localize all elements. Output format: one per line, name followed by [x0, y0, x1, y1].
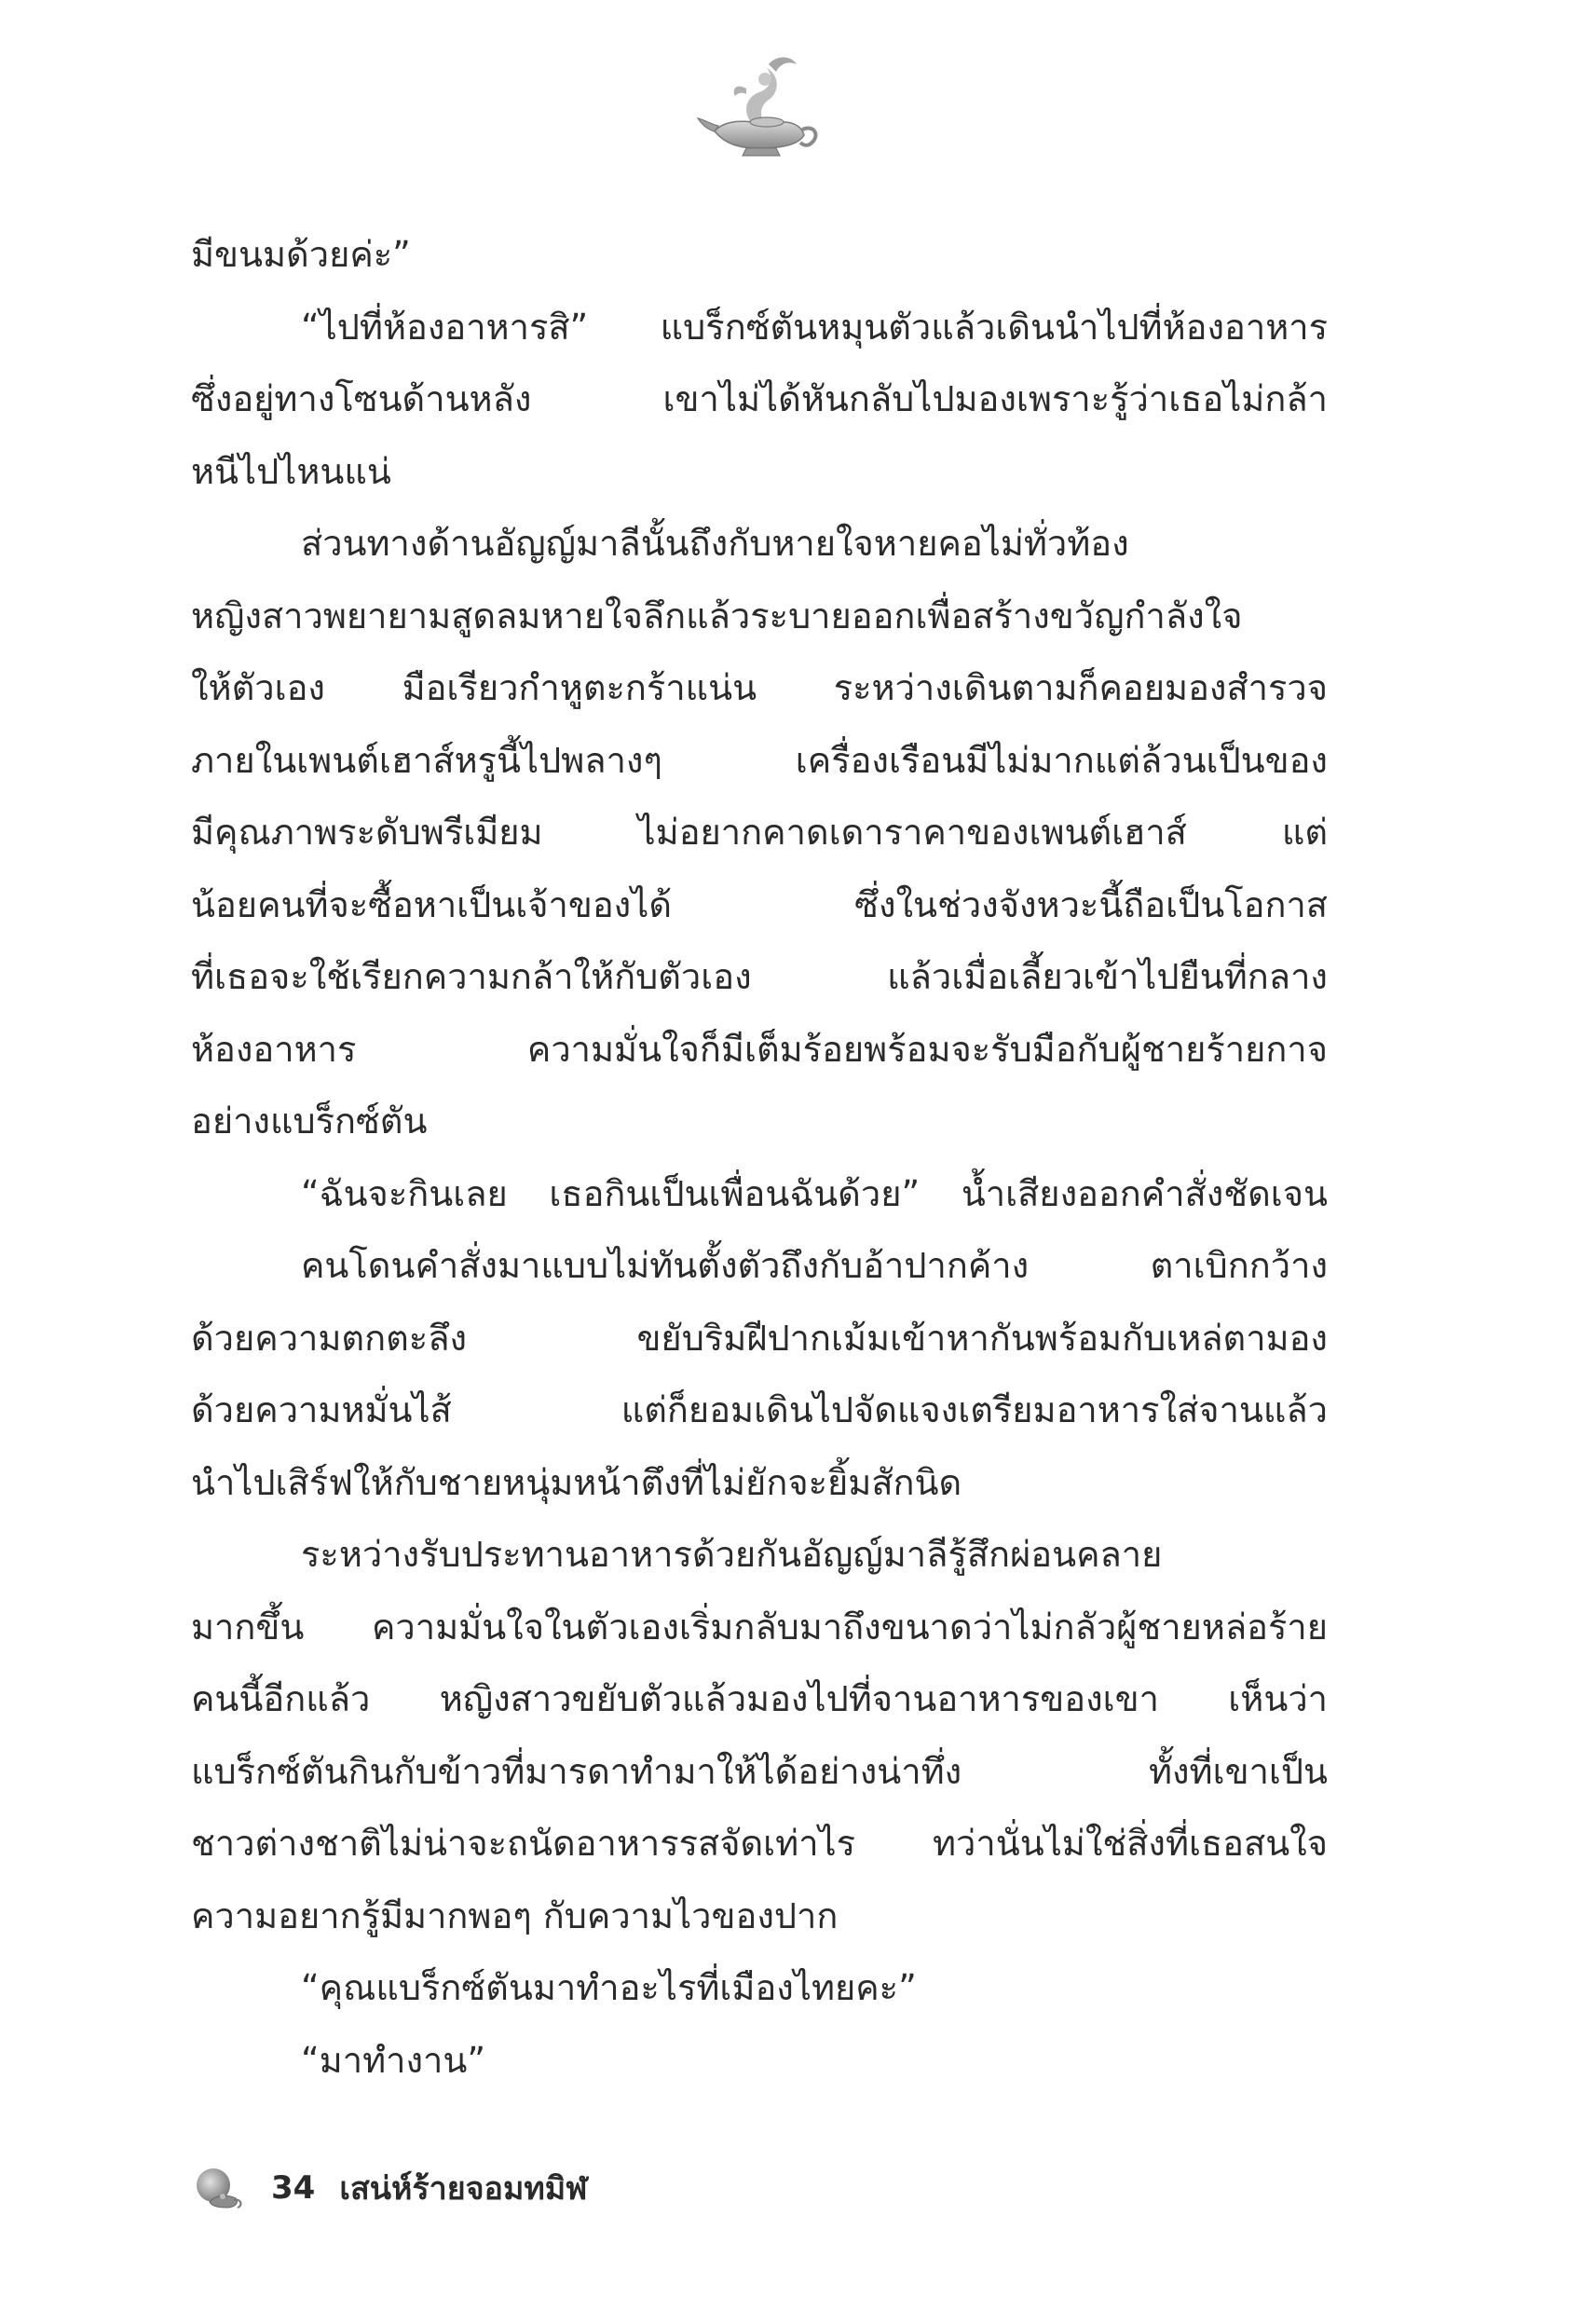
text-line: ให้ตัวเอง มือเรียวกำหูตะกร้าแน่น ระหว่างเดินตามก็คอยมองสำรวจ: [191, 667, 1328, 708]
text-line: นำไปเสิร์ฟให้กับชายหนุ่มหน้าตึงที่ไม่ยักจะยิ้มสักนิด: [191, 1461, 962, 1503]
text-line: “คุณแบร็กซ์ตันมาทำอะไรที่เมืองไทยคะ”: [301, 1967, 917, 2008]
text-line: ความอยากรู้มีมากพอๆ กับความไวของปาก: [191, 1894, 839, 1936]
page-number: 34: [271, 2169, 316, 2207]
text-line: แบร็กซ์ตันกินกับข้าวที่มารดาทำมาให้ได้อย่างน่าทึ่ง ทั้งที่เขาเป็น: [191, 1750, 1328, 1792]
text-line: มากขึ้น ความมั่นใจในตัวเองเริ่มกลับมาถึงขนาดว่าไม่กลัวผู้ชายหล่อร้าย: [191, 1606, 1328, 1648]
text-line: ชาวต่างชาติไม่น่าจะถนัดอาหารรสจัดเท่าไร ทว่านั่นไม่ใช่สิ่งที่เธอสนใจ: [191, 1823, 1328, 1864]
text-line: “มาทำงาน”: [301, 2039, 486, 2081]
text-line: ห้องอาหาร ความมั่นใจก็มีเต็มร้อยพร้อมจะรับมือกับผู้ชายร้ายกาจ: [191, 1028, 1328, 1070]
genie-lamp-ornament-icon: [694, 51, 825, 163]
text-line: มีขนมด้วยค่ะ”: [191, 234, 411, 275]
text-line: “ไปที่ห้องอาหารสิ” แบร็กซ์ตันหมุนตัวแล้วเดินนำไปที่ห้องอาหาร: [301, 306, 1328, 348]
text-line: หนีไปไหนแน่: [191, 450, 391, 492]
text-line: ที่เธอจะใช้เรียกความกล้าให้กับตัวเอง แล้วเมื่อเลี้ยวเข้าไปยืนที่กลาง: [191, 956, 1328, 997]
page-footer: [191, 2160, 587, 2216]
text-line: ระหว่างรับประทานอาหารด้วยกันอัญญ์มาลีรู้สึกผ่อนคลาย: [301, 1534, 1163, 1575]
text-line: น้อยคนที่จะซื้อหาเป็นเจ้าของได้ ซึ่งในช่วงจังหวะนี้ถือเป็นโอกาส: [191, 883, 1328, 925]
text-line: “ฉันจะกินเลย เธอกินเป็นเพื่อนฉันด้วย” น้ำเสียงออกคำสั่งชัดเจน: [301, 1172, 1328, 1214]
text-line: คนนี้อีกแล้ว หญิงสาวขยับตัวแล้วมองไปที่จานอาหารของเขา เห็นว่า: [191, 1678, 1328, 1719]
text-line: ภายในเพนต์เฮาส์หรูนี้ไปพลางๆ เครื่องเรือนมีไม่มากแต่ล้วนเป็นของ: [191, 739, 1328, 781]
text-line: หญิงสาวพยายามสูดลมหายใจลึกแล้วระบายออกเพื่อสร้างขวัญกำลังใจ: [191, 595, 1243, 636]
text-line: ด้วยความหมั่นไส้ แต่ก็ยอมเดินไปจัดแจงเตรียมอาหารใส่จานแล้ว: [191, 1389, 1328, 1430]
text-line: อย่างแบร็กซ์ตัน: [191, 1101, 428, 1142]
genie-lamp-small-icon: [191, 2165, 245, 2211]
text-line: ซึ่งอยู่ทางโซนด้านหลัง เขาไม่ได้หันกลับไปมองเพราะรู้ว่าเธอไม่กล้า: [191, 378, 1328, 419]
book-title: เสน่ห์ร้ายจอมทมิฬ: [339, 2170, 588, 2208]
text-line: ด้วยความตกตะลึง ขยับริมฝีปากเม้มเข้าหากันพร้อมกับเหล่ตามอง: [191, 1317, 1328, 1359]
text-line: คนโดนคำสั่งมาแบบไม่ทันตั้งตัวถึงกับอ้าปากค้าง ตาเบิกกว้าง: [301, 1245, 1328, 1286]
text-line: ส่วนทางด้านอัญญ์มาลีนั้นถึงกับหายใจหายคอไม่ทั่วท้อง: [301, 523, 1129, 564]
text-line: มีคุณภาพระดับพรีเมียม ไม่อยากคาดเดาราคาของเพนต์เฮาส์ แต่: [191, 812, 1328, 853]
body-text: [191, 219, 1328, 2097]
